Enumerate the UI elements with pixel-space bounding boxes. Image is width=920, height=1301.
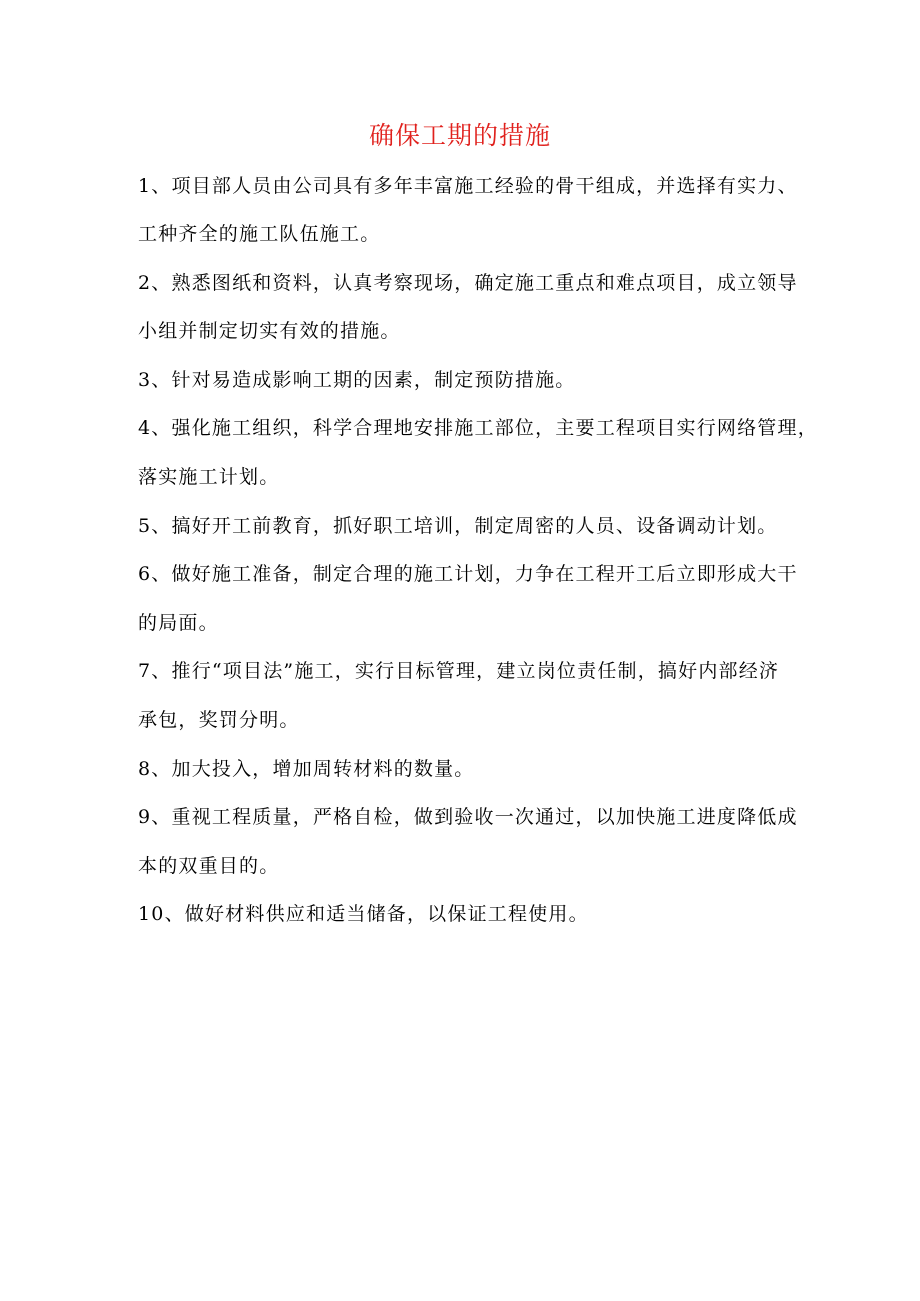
text-line: 的局面。 bbox=[138, 612, 219, 634]
text-line: 3、针对易造成影响工期的因素，制定预防措施。 bbox=[138, 369, 576, 391]
text-line: 7、推行“项目法”施工，实行目标管理，建立岗位责任制，搞好内部经济 bbox=[138, 660, 780, 682]
text-line: 工种齐全的施工队伍施工。 bbox=[138, 223, 381, 245]
text-line: 9、重视工程质量，严格自检，做到验收一次通过，以加快施工进度降低成 bbox=[138, 806, 798, 828]
document-title: 确保工期的措施 bbox=[368, 121, 551, 150]
text-line: 2、熟悉图纸和资料，认真考察现场，确定施工重点和难点项目，成立领导 bbox=[138, 272, 798, 294]
text-line: 8、加大投入，增加周转材料的数量。 bbox=[138, 758, 475, 780]
text-line: 4、强化施工组织，科学合理地安排施工部位，主要工程项目实行网络管理， bbox=[138, 417, 818, 439]
text-line: 5、搞好开工前教育，抓好职工培训，制定周密的人员、设备调动计划。 bbox=[138, 515, 778, 537]
text-line: 小组并制定切实有效的措施。 bbox=[138, 320, 401, 342]
text-line: 本的双重目的。 bbox=[138, 855, 280, 877]
text-line: 6、做好施工准备，制定合理的施工计划，力争在工程开工后立即形成大干 bbox=[138, 563, 798, 585]
text-line: 落实施工计划。 bbox=[138, 466, 280, 488]
text-line: 承包，奖罚分明。 bbox=[138, 709, 300, 731]
text-line: 1、项目部人员由公司具有多年丰富施工经验的骨干组成，并选择有实力、 bbox=[138, 175, 798, 197]
text-line: 10、做好材料供应和适当储备，以保证工程使用。 bbox=[138, 903, 589, 925]
